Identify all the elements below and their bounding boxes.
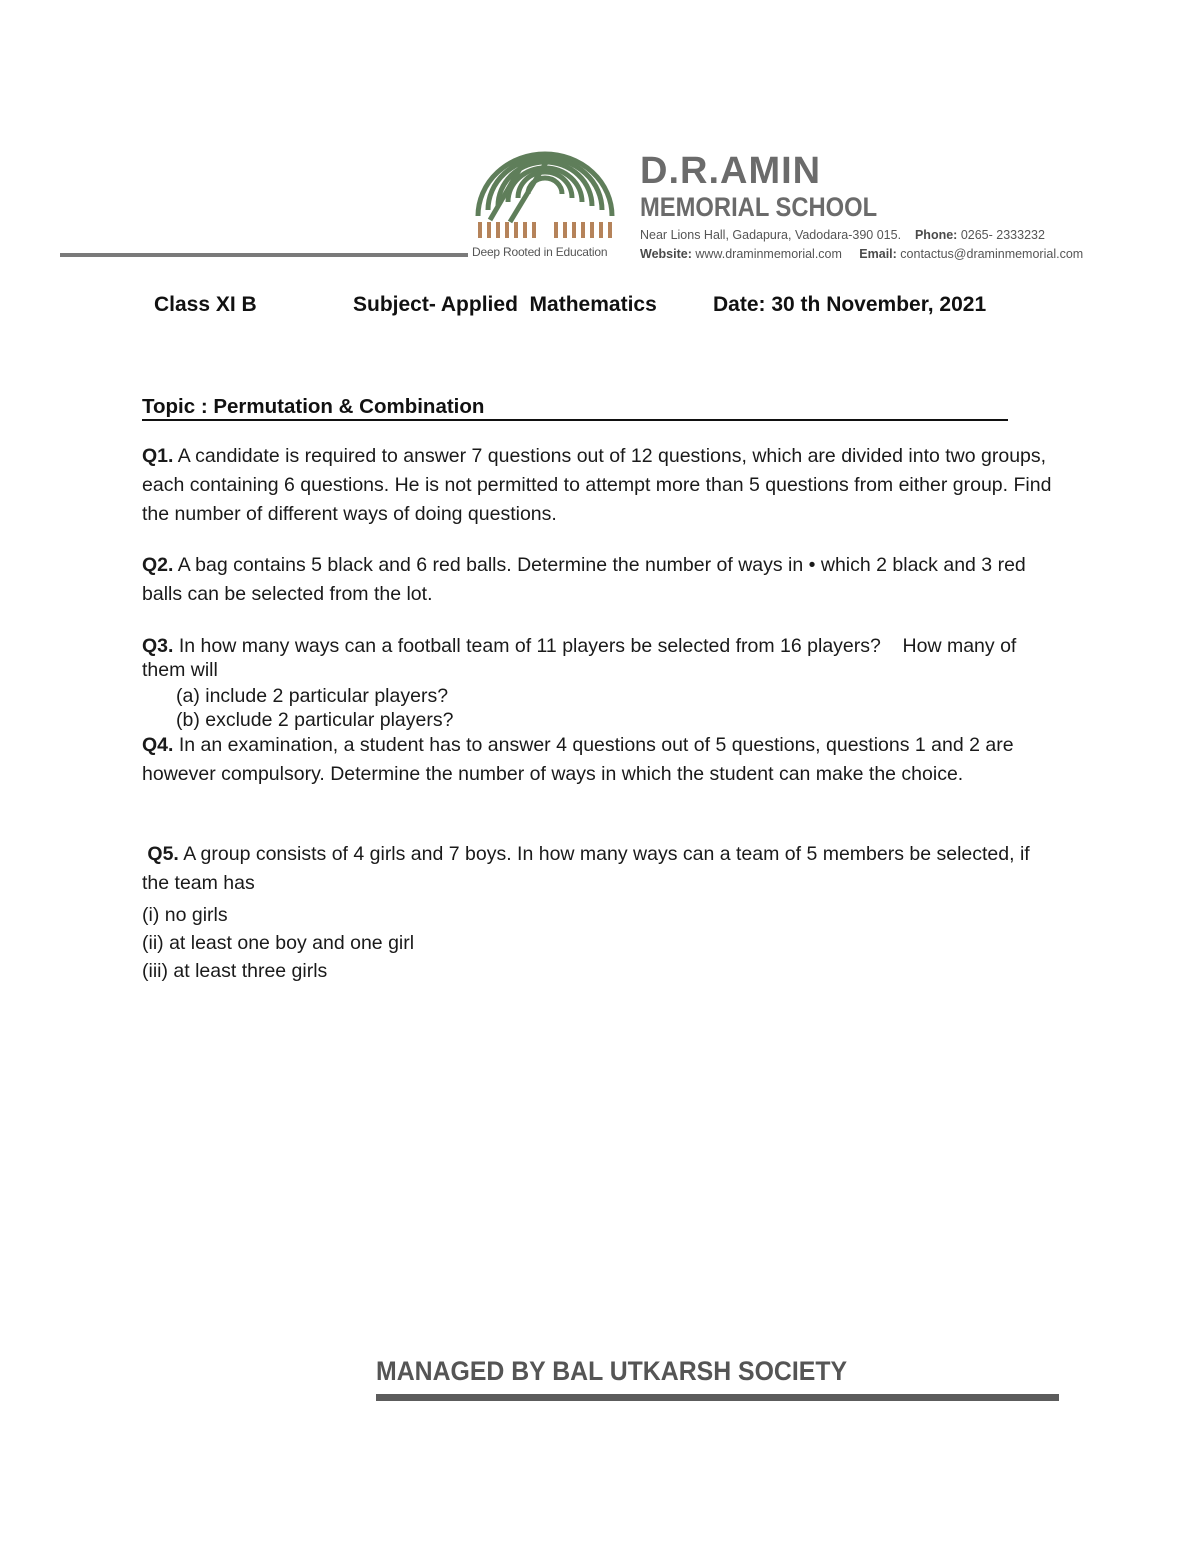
school-name: D.R.AMIN (640, 150, 822, 192)
question-text: A group consists of 4 girls and 7 boys. In how many ways can a team of 5 members be selected, if the team has (142, 843, 1030, 894)
website-label: Website: (640, 247, 692, 261)
school-tagline: Deep Rooted in Education (472, 245, 608, 259)
school-website-link[interactable]: www.draminmemorial.com (695, 247, 842, 261)
question-5 (142, 840, 1032, 898)
class-label: Class XI B (154, 293, 257, 316)
question-number: Q3. (142, 635, 174, 657)
question-4 (142, 731, 1057, 789)
school-address: Near Lions Hall, Gadapura, Vadodara-390 015. (640, 228, 902, 242)
question-number: Q4. (142, 734, 174, 756)
school-name-subtitle: MEMORIAL SCHOOL (640, 192, 878, 222)
question-1 (142, 442, 1062, 529)
question-5-part-iii: (iii) at least three girls (142, 960, 328, 982)
question-number: Q2. (142, 554, 174, 576)
school-phone: 0265- 2333232 (960, 228, 1045, 242)
school-address-line (640, 228, 1045, 242)
arched-stripes-logo-icon (470, 150, 620, 246)
question-text: A bag contains 5 black and 6 red balls. Determine the number of ways in • which 2 black and 3 red balls can be selected from the lot. (142, 554, 1026, 605)
letterhead-divider (60, 253, 468, 257)
question-3-part-b: (b) exclude 2 particular players? (176, 709, 454, 731)
question-5-part-ii: (ii) at least one boy and one girl (142, 932, 415, 954)
question-text: In how many ways can a football team of 11 players be selected from 16 players? How many of them will (142, 635, 1022, 681)
question-number: Q1. (142, 445, 174, 467)
question-5-part-i: (i) no girls (142, 904, 228, 926)
school-email-link[interactable]: contactus@draminmemorial.com (900, 247, 1084, 261)
question-2 (142, 551, 1042, 609)
school-web-line (640, 247, 1083, 261)
question-text: A candidate is required to answer 7 questions out of 12 questions, which are divided into two groups, each containing 6 questions. He is not permitted to attempt more than 5 questions from either group. Find the number of different ways of doing questions. (142, 445, 1052, 525)
footer-managed-by: MANAGED BY BAL UTKARSH SOCIETY (376, 1356, 848, 1386)
date-label: Date: 30 th November, 2021 (713, 293, 987, 316)
footer-divider (376, 1394, 1059, 1401)
question-number: Q5. (147, 843, 179, 865)
email-label: Email: (859, 247, 897, 261)
subject-label: Subject- Applied Mathematics (353, 293, 657, 316)
question-text: In an examination, a student has to answer 4 questions out of 5 questions, questions 1 and 2 are however compulsory. Determine the number of ways in which the student can make the choice. (142, 734, 1014, 785)
topic-heading: Topic : Permutation & Combination (142, 395, 1008, 421)
question-3 (142, 634, 1042, 682)
phone-label: Phone: (914, 228, 958, 242)
question-3-part-a: (a) include 2 particular players? (176, 685, 449, 707)
